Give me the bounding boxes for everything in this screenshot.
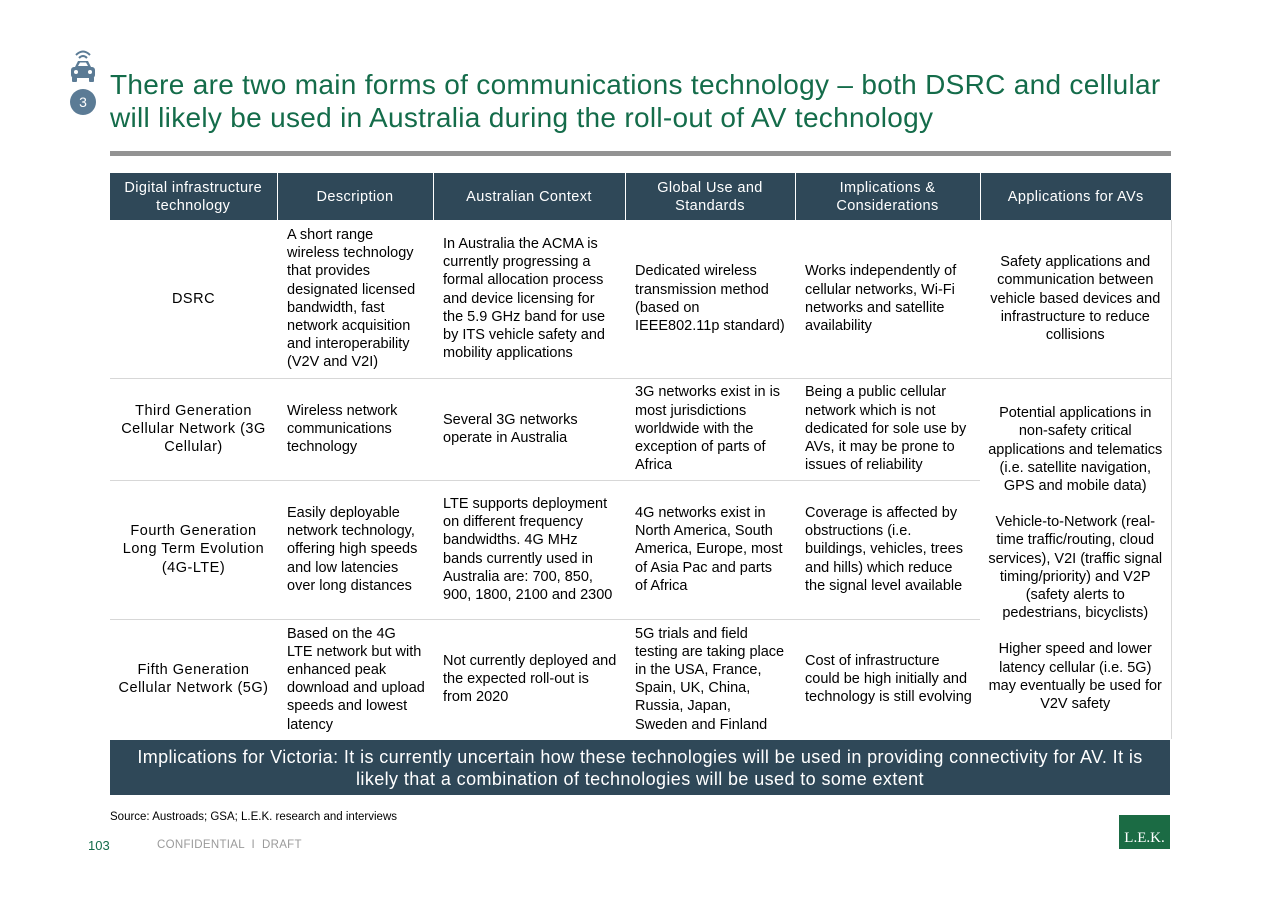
- cell-applications: Safety applications and communication between vehicle based devices and infrastructure to reduce collisions: [980, 220, 1171, 378]
- cell-description: A short range wireless technology that provides designated licensed bandwidth, fast network acquisition and interoperability (V2V and V2I): [277, 220, 433, 378]
- header-applications: Applications for AVs: [980, 173, 1171, 220]
- cell-global-use: Dedicated wireless transmission method (based on IEEE802.11p standard): [625, 220, 795, 378]
- cell-australian-context: In Australia the ACMA is currently progressing a formal allocation process and device licensing for the 5.9 GHz band for use by ITS vehicle safety and mobility applications: [433, 220, 625, 378]
- cell-global-use: 4G networks exist in North America, South America, Europe, most of Asia Pac and parts of Africa: [625, 480, 795, 619]
- cell-global-use: 3G networks exist in is most jurisdictions worldwide with the exception of parts of Africa: [625, 378, 795, 480]
- page-title: There are two main forms of communications technology – both DSRC and cellular will likely be used in Australia during the roll-out of AV technology: [110, 69, 1161, 133]
- source-note: Source: Austroads; GSA; L.E.K. research and interviews: [110, 811, 398, 823]
- header-technology: Digital infrastructure technology: [110, 173, 277, 220]
- cell-implications: Being a public cellular network which is not dedicated for sole use by AVs, it may be prone to issues of reliability: [795, 378, 980, 480]
- header-australian-context: Australian Context: [433, 173, 625, 220]
- confidential-note: CONFIDENTIAL I DRAFT: [157, 839, 302, 851]
- cellular-application-text: Potential applications in non-safety critical applications and telematics (i.e. satellite navigation, GPS and mobile data): [988, 405, 1163, 495]
- header-description: Description: [277, 173, 433, 220]
- table-row: [110, 378, 1171, 480]
- title-divider: [110, 151, 1171, 156]
- cell-cellular-applications: [980, 378, 1171, 739]
- cell-technology: Fourth Generation Long Term Evolution (4G-LTE): [110, 480, 277, 619]
- cell-description: Based on the 4G LTE network but with enhanced peak download and upload speeds and lowest latency: [287, 625, 425, 733]
- cell-technology: DSRC: [110, 220, 277, 378]
- technology-table: [110, 173, 1172, 739]
- page-number: 103: [88, 838, 110, 853]
- cell-implications: Coverage is affected by obstructions (i.e. buildings, vehicles, trees and hills) which reduce the signal level available: [795, 480, 980, 619]
- cell-implications: Cost of infrastructure could be high initially and technology is still evolving: [805, 652, 972, 706]
- cellular-application-text: Vehicle-to-Network (real-time traffic/routing, cloud services), V2I (traffic signal timing/priority) and V2P (safety alerts to pedestrians, bicyclists): [988, 514, 1163, 622]
- table-header-row: [110, 173, 1171, 220]
- header-global-use: Global Use and Standards: [625, 173, 795, 220]
- cell-description: Wireless network communications technology: [277, 378, 433, 480]
- table-row: [110, 220, 1171, 378]
- header-implications: Implications & Considerations: [795, 173, 980, 220]
- cellular-application-text: Higher speed and lower latency cellular (i.e. 5G) may eventually be used for V2V safety: [988, 641, 1162, 713]
- cell-australian-context: Not currently deployed and the expected roll-out is from 2020: [443, 652, 617, 706]
- cell-description: Easily deployable network technology, offering high speeds and low latencies over long distances: [277, 480, 433, 619]
- implications-banner: Implications for Victoria: It is currently uncertain how these technologies will be used in providing connectivity for AV. It is likely that a combination of technologies will be used to some extent: [110, 740, 1170, 795]
- section-badge: 3: [70, 89, 96, 115]
- cell-implications: Works independently of cellular networks, Wi-Fi networks and satellite availability: [795, 220, 980, 378]
- cell-australian-context: LTE supports deployment on different frequency bandwidths. 4G MHz bands currently used in Australia are: 700, 850, 900, 1800, 2100 and 2300: [433, 480, 625, 619]
- lek-logo: L.E.K.: [1119, 815, 1170, 849]
- cell-technology: Fifth Generation Cellular Network (5G): [118, 662, 269, 697]
- cell-technology: Third Generation Cellular Network (3G Cellular): [110, 378, 277, 480]
- cell-australian-context: Several 3G networks operate in Australia: [433, 378, 625, 480]
- cell-global-use: 5G trials and field testing are taking place in the USA, France, Spain, UK, China, Russia, Japan, Sweden and Finland: [635, 625, 785, 733]
